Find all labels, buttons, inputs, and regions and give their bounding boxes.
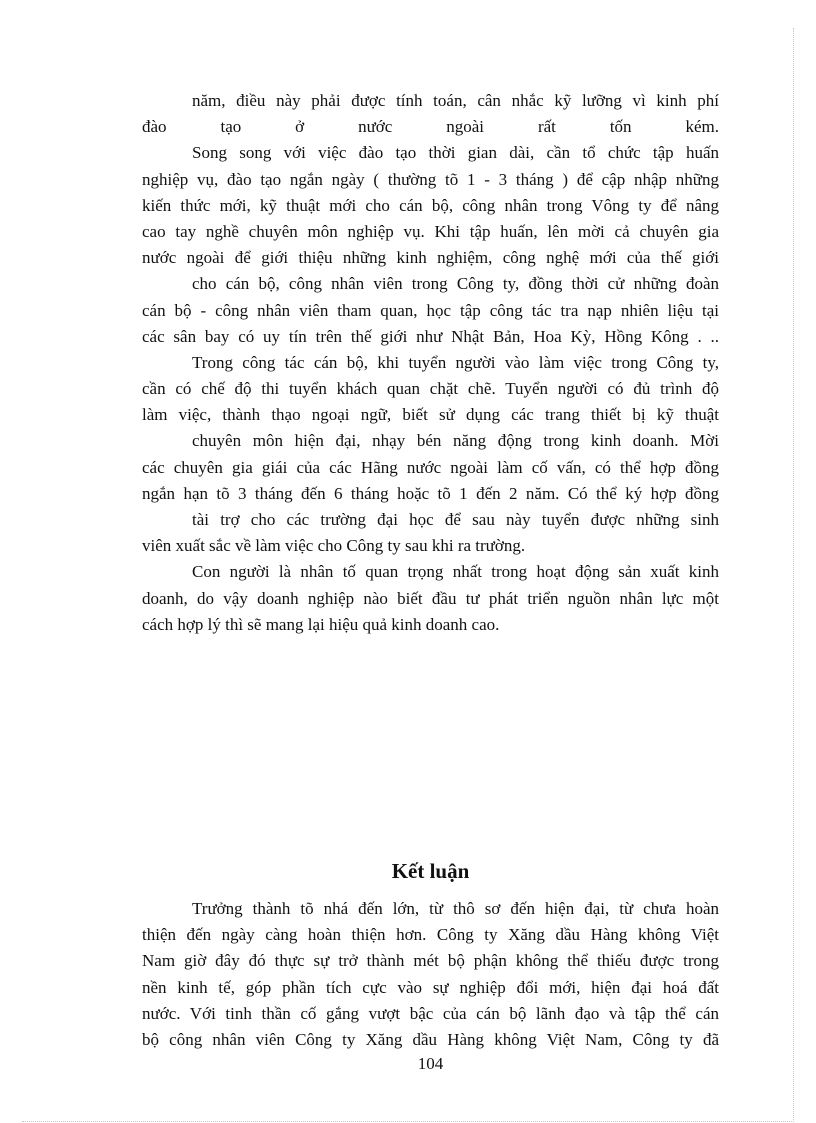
text-line: cho cán bộ, công nhân viên trong Công ty, đồng thời cử những đoàn — [192, 274, 719, 294]
text-line: cách hợp lý thì sẽ mang lại hiệu quả kinh doanh cao. — [142, 614, 500, 634]
text-line: cán bộ - công nhân viên tham quan, học tập công tác tra nạp nhiên liệu tại — [142, 300, 719, 320]
text-line: thiện đến ngày càng hoàn thiện hơn. Công ty Xăng dầu Hàng không Việt — [142, 925, 719, 945]
page-number: 104 — [417, 1054, 444, 1073]
text-line: bộ công nhân viên Công ty Xăng dầu Hàng không Việt Nam, Công ty đã — [142, 1029, 719, 1049]
text-line: ngắn hạn tõ 3 tháng đến 6 tháng hoặc tõ 1 đến 2 năm. Có thể ký hợp đồng — [142, 483, 719, 503]
text-line: Trưởng thành tõ nhá đến lớn, từ thô sơ đến hiện đại, từ chưa hoàn — [192, 899, 719, 918]
text-line: nền kinh tế, góp phần tích cực vào sự nghiệp đổi mới, hiện đại hoá đất — [142, 977, 719, 997]
section-heading: Kết luận — [391, 859, 470, 883]
text-line: đào tạo ở nước ngoài rất tốn kém. — [142, 117, 719, 137]
text-line: nước ngoài để giới thiệu những kinh nghiệm, công nghệ mới của thế giới — [142, 248, 719, 268]
text-line: cao tay nghề chuyên môn nghiệp vụ. Khi tập huấn, lên mời cả chuyên gia — [142, 221, 719, 241]
text-line: chuyên môn hiện đại, nhạy bén năng động trong kinh doanh. Mời — [192, 431, 719, 451]
text-line: nghiệp vụ, đào tạo ngắn ngày ( thường tõ 1 - 3 tháng ) để cập nhập những — [142, 169, 719, 189]
text-line: năm, điều này phải được tính toán, cân nhắc kỹ lưỡng vì kinh phí — [192, 91, 719, 110]
text-line: Con người là nhân tố quan trọng nhất trong hoạt động sản xuất kinh — [192, 562, 719, 582]
text-line: doanh, do vậy doanh nghiệp nào biết đầu tư phát triển nguồn nhân lực một — [142, 588, 719, 608]
text-line: Trong công tác cán bộ, khi tuyển người vào làm việc trong Công ty, — [192, 352, 719, 372]
text-line: viên xuất sắc về làm việc cho Công ty sau khi ra trường. — [142, 536, 526, 556]
text-line: kiến thức mới, kỹ thuật mới cho cán bộ, công nhân trong Vông ty để nâng — [142, 195, 719, 215]
text-line: Nam giờ đây đó thực sự trở thành mét bộ phận không thể thiếu được trong — [142, 951, 719, 971]
text-line: các sân bay có uy tín trên thế giới như Nhật Bản, Hoa Kỳ, Hồng Kông . .. — [142, 326, 719, 346]
body-text-section — [142, 88, 719, 638]
text-line: nước. Với tinh thần cố gắng vượt bậc của cán bộ lãnh đạo và tập thể cán — [142, 1003, 719, 1023]
text-line: Song song với việc đào tạo thời gian dài, cần tổ chức tập huấn — [192, 143, 719, 163]
text-line: các chuyên gia giái của các Hãng nước ngoài làm cố vấn, có thể hợp đồng — [142, 457, 719, 477]
text-line: cần có chế độ thi tuyển khách quan chặt chẽ. Tuyển người có đủ trình độ — [142, 379, 719, 399]
text-line: tài trợ cho các trường đại học để sau này tuyển được những sinh — [192, 510, 719, 529]
text-line: làm việc, thành thạo ngoại ngữ, biết sử dụng các trang thiết bị kỹ thuật — [142, 405, 719, 425]
conclusion-section — [142, 896, 719, 1053]
